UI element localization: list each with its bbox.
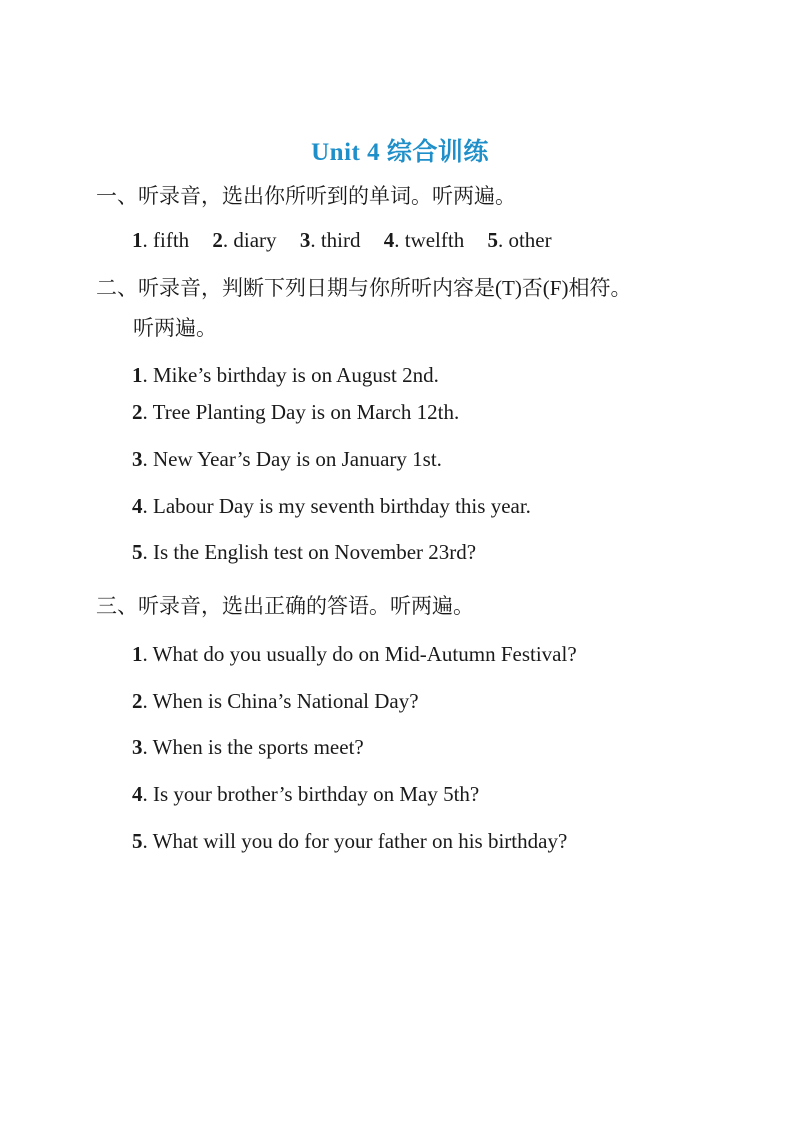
item-number: 4 — [132, 494, 143, 518]
item-text: . Labour Day is my seventh birthday this year. — [142, 494, 531, 518]
item-number: 4 — [132, 782, 143, 806]
word-item — [384, 228, 464, 253]
list-item — [132, 447, 442, 472]
word-item — [487, 228, 551, 253]
section-3-heading: 三、听录音，选出正确的答语。听两遍。 — [96, 594, 474, 618]
list-item — [132, 689, 419, 714]
list-item — [132, 735, 364, 760]
item-text: . New Year’s Day is on January 1st. — [142, 447, 442, 471]
list-item — [132, 400, 459, 425]
item-text: . other — [497, 228, 552, 252]
section-1-word-list — [132, 228, 570, 253]
item-number: 3 — [132, 447, 143, 471]
item-number: 2 — [132, 689, 143, 713]
list-item — [132, 363, 439, 388]
section-2-heading: 二、听录音，判断下列日期与你所听内容是(T)否(F)相符。 — [96, 276, 632, 300]
item-number: 2 — [132, 400, 143, 424]
item-number: 2 — [212, 228, 223, 252]
item-number: 3 — [299, 228, 311, 252]
item-number: 5 — [132, 540, 143, 564]
section-1-heading: 一、听录音，选出你所听到的单词。听两遍。 — [96, 184, 516, 208]
item-text: . Is your brother’s birthday on May 5th? — [142, 782, 480, 806]
list-item — [132, 829, 567, 854]
list-item — [132, 642, 577, 667]
page-title: Unit 4 综合训练 — [311, 139, 489, 166]
word-item — [132, 228, 189, 253]
word-item — [300, 228, 361, 253]
item-text: . Mike’s birthday is on August 2nd. — [142, 363, 439, 387]
item-text: . diary — [222, 228, 277, 252]
item-text: . What do you usually do on Mid-Autumn Festival? — [142, 642, 577, 666]
item-number: 5 — [487, 228, 498, 252]
item-number: 3 — [132, 735, 143, 759]
item-text: . When is the sports meet? — [142, 735, 364, 759]
item-number: 5 — [132, 829, 143, 853]
item-number: 1 — [132, 228, 143, 252]
list-item — [132, 540, 476, 565]
item-number: 1 — [132, 363, 143, 387]
item-text: . What will you do for your father on his birthday? — [142, 829, 568, 853]
item-text: . third — [310, 228, 361, 252]
item-number: 1 — [132, 642, 143, 666]
item-text: . Tree Planting Day is on March 12th. — [142, 400, 460, 424]
list-item — [132, 782, 479, 807]
item-text: . When is China’s National Day? — [142, 689, 419, 713]
item-text: . twelfth — [394, 228, 465, 252]
section-2-heading-continued: 听两遍。 — [133, 316, 217, 340]
item-text: . Is the English test on November 23rd? — [142, 540, 477, 564]
item-text: . fifth — [142, 228, 190, 252]
list-item — [132, 494, 531, 519]
word-item — [212, 228, 276, 253]
item-number: 4 — [383, 228, 395, 252]
